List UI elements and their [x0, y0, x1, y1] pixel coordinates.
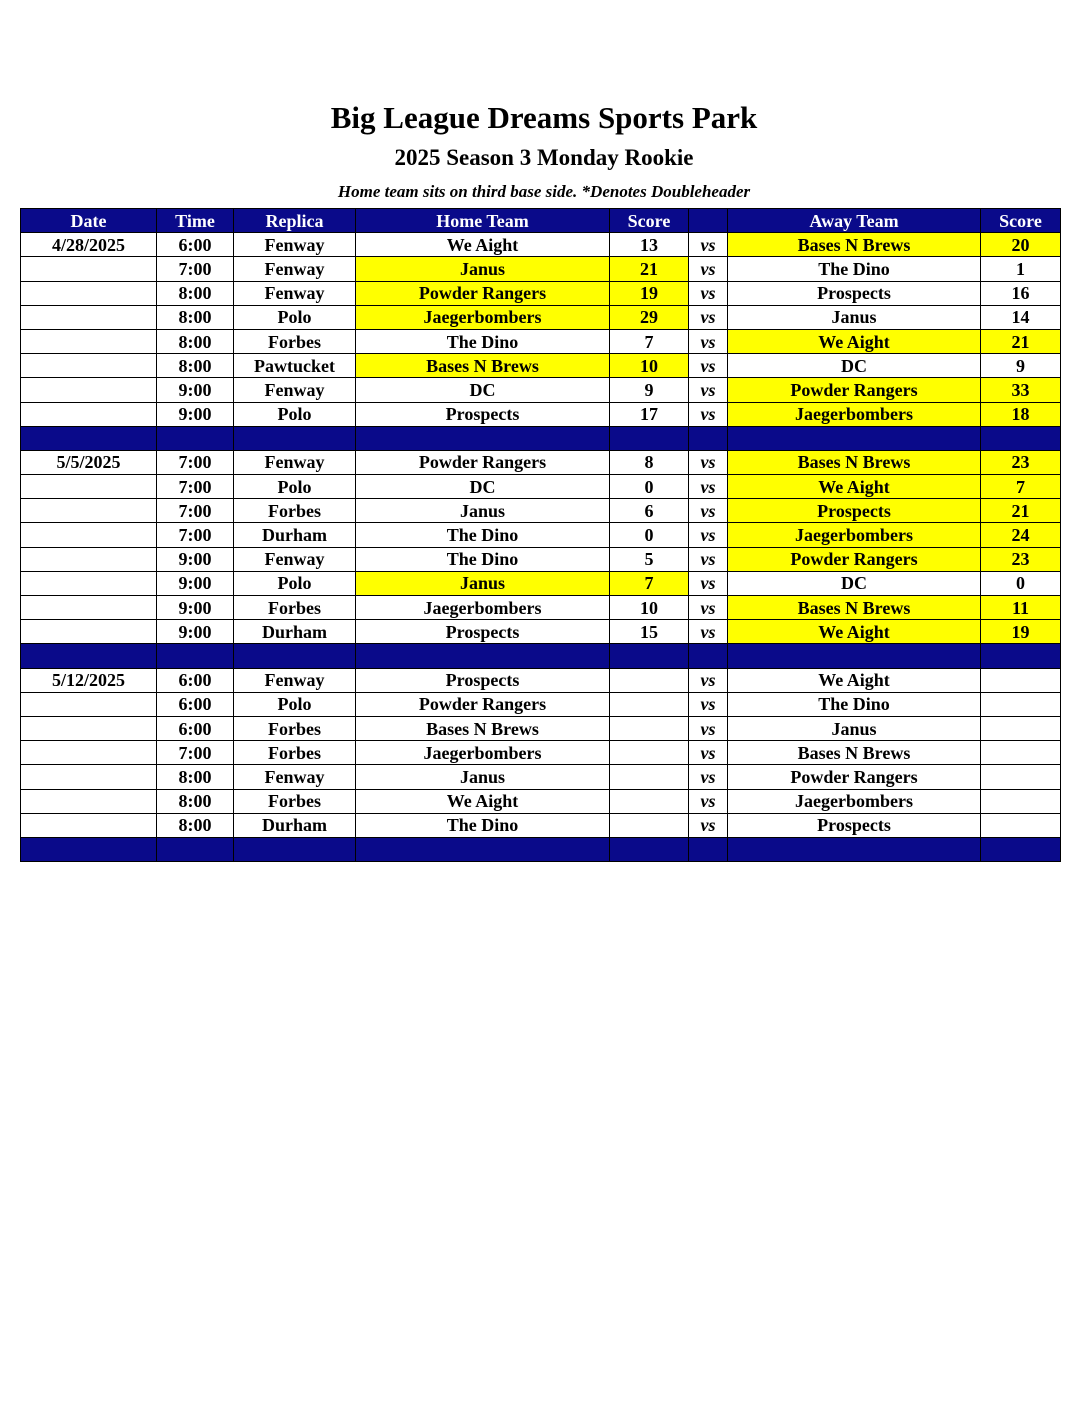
separator-cell: [728, 644, 981, 668]
separator-cell: [234, 644, 356, 668]
cell-away-score: 11: [981, 596, 1061, 620]
cell-time: 7:00: [157, 741, 234, 765]
cell-vs: vs: [689, 450, 728, 474]
cell-replica: Fenway: [234, 668, 356, 692]
cell-date: [21, 596, 157, 620]
separator-cell: [356, 644, 610, 668]
cell-home-score: [610, 789, 689, 813]
table-row: [21, 765, 1061, 789]
cell-home-team: Jaegerbombers: [356, 741, 610, 765]
cell-away-team: We Aight: [728, 668, 981, 692]
cell-date: [21, 716, 157, 740]
cell-date: [21, 789, 157, 813]
cell-away-team: Powder Rangers: [728, 547, 981, 571]
cell-home-team: Prospects: [356, 620, 610, 644]
cell-date: [21, 402, 157, 426]
cell-vs: vs: [689, 596, 728, 620]
cell-away-team: We Aight: [728, 475, 981, 499]
table-row: [21, 596, 1061, 620]
cell-vs: vs: [689, 257, 728, 281]
cell-replica: Fenway: [234, 281, 356, 305]
col-header-away-team: Away Team: [728, 209, 981, 233]
cell-vs: vs: [689, 499, 728, 523]
cell-time: 6:00: [157, 716, 234, 740]
cell-away-team: Bases N Brews: [728, 596, 981, 620]
week-separator-row: [21, 644, 1061, 668]
cell-time: 6:00: [157, 668, 234, 692]
cell-away-score: [981, 789, 1061, 813]
cell-home-team: DC: [356, 378, 610, 402]
separator-cell: [356, 837, 610, 861]
cell-away-team: The Dino: [728, 257, 981, 281]
separator-cell: [21, 837, 157, 861]
cell-away-score: 14: [981, 305, 1061, 329]
cell-date: [21, 741, 157, 765]
separator-cell: [21, 644, 157, 668]
cell-vs: vs: [689, 692, 728, 716]
cell-replica: Polo: [234, 571, 356, 595]
col-header-home-team: Home Team: [356, 209, 610, 233]
cell-date: 4/28/2025: [21, 233, 157, 257]
cell-date: [21, 547, 157, 571]
cell-away-team: Bases N Brews: [728, 233, 981, 257]
cell-replica: Polo: [234, 692, 356, 716]
cell-away-team: We Aight: [728, 329, 981, 353]
cell-away-score: [981, 765, 1061, 789]
cell-away-team: Powder Rangers: [728, 378, 981, 402]
cell-time: 8:00: [157, 813, 234, 837]
cell-home-score: [610, 692, 689, 716]
table-row: [21, 257, 1061, 281]
cell-date: [21, 499, 157, 523]
cell-home-score: [610, 668, 689, 692]
table-row: [21, 450, 1061, 474]
separator-cell: [234, 837, 356, 861]
cell-away-score: 0: [981, 571, 1061, 595]
table-row: [21, 813, 1061, 837]
cell-away-score: 23: [981, 450, 1061, 474]
cell-away-score: 16: [981, 281, 1061, 305]
cell-time: 7:00: [157, 475, 234, 499]
col-header-replica: Replica: [234, 209, 356, 233]
cell-home-team: Janus: [356, 765, 610, 789]
cell-home-team: We Aight: [356, 233, 610, 257]
schedule-body: [21, 233, 1061, 862]
cell-replica: Forbes: [234, 499, 356, 523]
page-title: Big League Dreams Sports Park: [330, 100, 758, 135]
cell-away-team: Prospects: [728, 813, 981, 837]
cell-time: 9:00: [157, 620, 234, 644]
doubleheader-note: Home team sits on third base side. *Denotes Doubleheader: [337, 182, 751, 201]
cell-home-score: 21: [610, 257, 689, 281]
cell-home-score: 19: [610, 281, 689, 305]
cell-vs: vs: [689, 813, 728, 837]
cell-home-team: Bases N Brews: [356, 716, 610, 740]
table-row: [21, 354, 1061, 378]
separator-cell: [21, 426, 157, 450]
cell-home-score: [610, 716, 689, 740]
cell-time: 7:00: [157, 523, 234, 547]
cell-away-score: 24: [981, 523, 1061, 547]
cell-away-team: Janus: [728, 716, 981, 740]
cell-home-team: DC: [356, 475, 610, 499]
cell-vs: vs: [689, 741, 728, 765]
table-row: [21, 329, 1061, 353]
cell-replica: Fenway: [234, 378, 356, 402]
separator-cell: [157, 644, 234, 668]
cell-home-team: Jaegerbombers: [356, 305, 610, 329]
table-row: [21, 668, 1061, 692]
cell-date: [21, 813, 157, 837]
cell-home-team: The Dino: [356, 523, 610, 547]
separator-cell: [610, 644, 689, 668]
cell-replica: Forbes: [234, 596, 356, 620]
cell-home-team: Bases N Brews: [356, 354, 610, 378]
cell-away-team: Bases N Brews: [728, 450, 981, 474]
cell-date: [21, 281, 157, 305]
table-row: [21, 571, 1061, 595]
cell-time: 7:00: [157, 450, 234, 474]
cell-home-team: Prospects: [356, 668, 610, 692]
cell-vs: vs: [689, 305, 728, 329]
cell-date: [21, 354, 157, 378]
cell-away-team: Powder Rangers: [728, 765, 981, 789]
separator-cell: [610, 426, 689, 450]
table-row: [21, 305, 1061, 329]
cell-replica: Fenway: [234, 257, 356, 281]
cell-away-team: DC: [728, 571, 981, 595]
cell-home-score: [610, 765, 689, 789]
cell-date: 5/5/2025: [21, 450, 157, 474]
separator-cell: [610, 837, 689, 861]
cell-replica: Forbes: [234, 789, 356, 813]
cell-vs: vs: [689, 523, 728, 547]
cell-vs: vs: [689, 402, 728, 426]
cell-vs: vs: [689, 765, 728, 789]
cell-replica: Polo: [234, 402, 356, 426]
table-row: [21, 281, 1061, 305]
cell-vs: vs: [689, 716, 728, 740]
cell-time: 8:00: [157, 789, 234, 813]
cell-away-score: 20: [981, 233, 1061, 257]
separator-cell: [981, 837, 1061, 861]
table-row: [21, 692, 1061, 716]
cell-home-team: Janus: [356, 571, 610, 595]
cell-home-score: 5: [610, 547, 689, 571]
separator-cell: [234, 426, 356, 450]
cell-away-score: 21: [981, 499, 1061, 523]
cell-replica: Fenway: [234, 547, 356, 571]
cell-time: 8:00: [157, 354, 234, 378]
table-row: [21, 716, 1061, 740]
cell-home-score: 10: [610, 596, 689, 620]
cell-time: 7:00: [157, 499, 234, 523]
cell-home-team: Janus: [356, 257, 610, 281]
cell-date: [21, 305, 157, 329]
cell-time: 6:00: [157, 692, 234, 716]
separator-cell: [728, 837, 981, 861]
cell-vs: vs: [689, 329, 728, 353]
col-header-home-score: Score: [610, 209, 689, 233]
cell-away-score: 1: [981, 257, 1061, 281]
table-row: [21, 523, 1061, 547]
cell-date: [21, 329, 157, 353]
separator-cell: [689, 426, 728, 450]
cell-away-score: 7: [981, 475, 1061, 499]
cell-home-score: 0: [610, 523, 689, 547]
cell-time: 8:00: [157, 305, 234, 329]
cell-home-score: 13: [610, 233, 689, 257]
table-row: [21, 233, 1061, 257]
cell-away-team: Bases N Brews: [728, 741, 981, 765]
cell-time: 6:00: [157, 233, 234, 257]
cell-replica: Durham: [234, 813, 356, 837]
table-row: [21, 499, 1061, 523]
cell-time: 9:00: [157, 571, 234, 595]
cell-vs: vs: [689, 571, 728, 595]
cell-replica: Durham: [234, 523, 356, 547]
cell-vs: vs: [689, 620, 728, 644]
header-row: [21, 209, 1061, 233]
cell-replica: Fenway: [234, 450, 356, 474]
cell-replica: Fenway: [234, 765, 356, 789]
cell-time: 8:00: [157, 281, 234, 305]
cell-home-score: 6: [610, 499, 689, 523]
separator-cell: [157, 837, 234, 861]
cell-time: 9:00: [157, 596, 234, 620]
separator-cell: [356, 426, 610, 450]
table-row: [21, 547, 1061, 571]
cell-away-score: 21: [981, 329, 1061, 353]
cell-replica: Forbes: [234, 741, 356, 765]
cell-away-team: DC: [728, 354, 981, 378]
cell-date: [21, 620, 157, 644]
cell-time: 9:00: [157, 402, 234, 426]
cell-away-team: Jaegerbombers: [728, 523, 981, 547]
cell-vs: vs: [689, 789, 728, 813]
cell-home-team: Powder Rangers: [356, 692, 610, 716]
cell-away-score: [981, 668, 1061, 692]
cell-replica: Forbes: [234, 329, 356, 353]
cell-away-score: 33: [981, 378, 1061, 402]
separator-cell: [981, 426, 1061, 450]
cell-vs: vs: [689, 475, 728, 499]
cell-date: [21, 378, 157, 402]
cell-home-score: 29: [610, 305, 689, 329]
cell-home-team: Powder Rangers: [356, 450, 610, 474]
cell-home-team: Prospects: [356, 402, 610, 426]
cell-date: [21, 475, 157, 499]
cell-vs: vs: [689, 354, 728, 378]
separator-cell: [689, 837, 728, 861]
schedule-table: [20, 208, 1061, 862]
cell-away-score: 19: [981, 620, 1061, 644]
cell-home-team: The Dino: [356, 813, 610, 837]
cell-date: [21, 571, 157, 595]
col-header-away-score: Score: [981, 209, 1061, 233]
cell-home-team: We Aight: [356, 789, 610, 813]
table-row: [21, 378, 1061, 402]
cell-home-score: 7: [610, 329, 689, 353]
col-header-date: Date: [21, 209, 157, 233]
cell-away-team: Jaegerbombers: [728, 789, 981, 813]
cell-away-team: Janus: [728, 305, 981, 329]
cell-replica: Polo: [234, 475, 356, 499]
cell-replica: Forbes: [234, 716, 356, 740]
cell-away-score: [981, 692, 1061, 716]
separator-cell: [689, 644, 728, 668]
cell-replica: Polo: [234, 305, 356, 329]
cell-date: [21, 692, 157, 716]
cell-home-score: 10: [610, 354, 689, 378]
cell-date: [21, 523, 157, 547]
cell-replica: Durham: [234, 620, 356, 644]
cell-vs: vs: [689, 668, 728, 692]
week-separator-row: [21, 426, 1061, 450]
cell-away-team: The Dino: [728, 692, 981, 716]
cell-vs: vs: [689, 547, 728, 571]
cell-away-score: 9: [981, 354, 1061, 378]
cell-away-team: Prospects: [728, 499, 981, 523]
cell-home-team: The Dino: [356, 329, 610, 353]
table-row: [21, 475, 1061, 499]
cell-vs: vs: [689, 378, 728, 402]
cell-time: 8:00: [157, 765, 234, 789]
separator-cell: [157, 426, 234, 450]
cell-home-score: [610, 741, 689, 765]
cell-home-team: Janus: [356, 499, 610, 523]
cell-away-team: We Aight: [728, 620, 981, 644]
cell-home-team: Powder Rangers: [356, 281, 610, 305]
cell-time: 9:00: [157, 378, 234, 402]
cell-time: 8:00: [157, 329, 234, 353]
page-subtitle: 2025 Season 3 Monday Rookie: [394, 145, 694, 170]
cell-vs: vs: [689, 281, 728, 305]
col-header-time: Time: [157, 209, 234, 233]
cell-home-score: 15: [610, 620, 689, 644]
cell-away-score: 18: [981, 402, 1061, 426]
table-row: [21, 741, 1061, 765]
cell-home-score: 9: [610, 378, 689, 402]
cell-home-team: Jaegerbombers: [356, 596, 610, 620]
week-separator-row: [21, 837, 1061, 861]
cell-vs: vs: [689, 233, 728, 257]
cell-home-score: 0: [610, 475, 689, 499]
cell-home-team: The Dino: [356, 547, 610, 571]
cell-away-score: [981, 741, 1061, 765]
cell-time: 9:00: [157, 547, 234, 571]
cell-time: 7:00: [157, 257, 234, 281]
cell-home-score: 8: [610, 450, 689, 474]
cell-home-score: 7: [610, 571, 689, 595]
table-row: [21, 402, 1061, 426]
col-header-vs: [689, 209, 728, 233]
cell-away-score: [981, 716, 1061, 740]
cell-date: [21, 257, 157, 281]
cell-away-team: Jaegerbombers: [728, 402, 981, 426]
cell-away-score: 23: [981, 547, 1061, 571]
separator-cell: [981, 644, 1061, 668]
cell-home-score: [610, 813, 689, 837]
cell-replica: Pawtucket: [234, 354, 356, 378]
separator-cell: [728, 426, 981, 450]
table-row: [21, 789, 1061, 813]
cell-away-score: [981, 813, 1061, 837]
cell-date: [21, 765, 157, 789]
cell-replica: Fenway: [234, 233, 356, 257]
cell-away-team: Prospects: [728, 281, 981, 305]
table-row: [21, 620, 1061, 644]
cell-home-score: 17: [610, 402, 689, 426]
cell-date: 5/12/2025: [21, 668, 157, 692]
